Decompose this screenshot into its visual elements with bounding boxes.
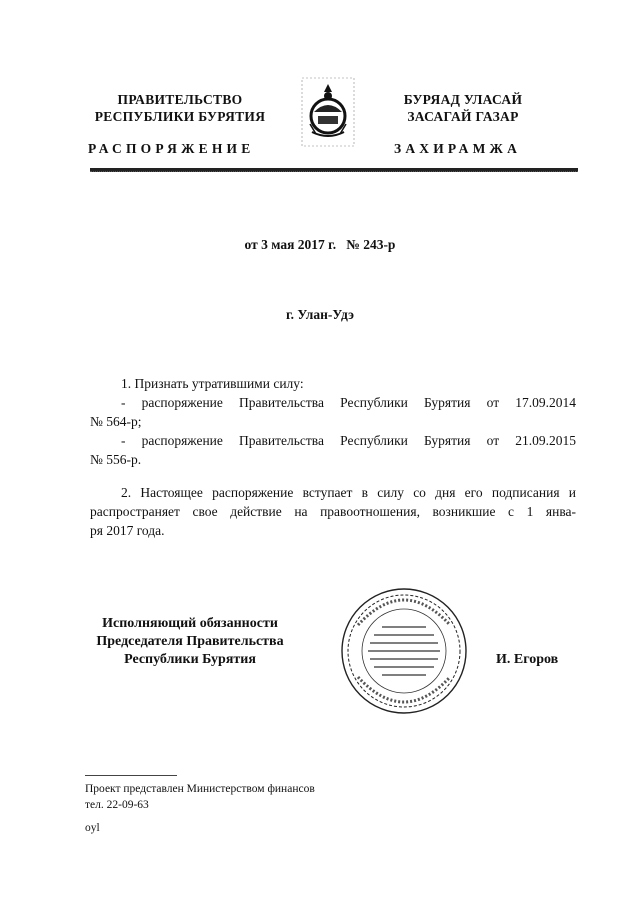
document-body <box>90 374 576 540</box>
footer-prepared-by: Проект представлен Министерством финансов <box>85 783 315 795</box>
p2-line1: 2. Настоящее распоряжение вступает в силу со дня его подписания и <box>121 485 576 500</box>
city: г. Улан-Удэ <box>286 307 354 322</box>
footer-phone: тел. 22-09-63 <box>85 799 149 811</box>
org-name-ru-line1: ПРАВИТЕЛЬСТВО <box>117 92 243 107</box>
footer-divider <box>85 775 177 776</box>
signatory-role-line1: Исполняющий обязанности <box>102 616 278 631</box>
p2-line2: распространяет свое действие на правоотношения, возникшие с 1 янва- <box>90 504 576 519</box>
header-divider <box>90 168 578 172</box>
org-name-ru-line2: РЕСПУБЛИКИ БУРЯТИЯ <box>94 109 266 124</box>
signatory-role-line3: Республики Бурятия <box>124 652 256 667</box>
signatory-role <box>80 615 300 669</box>
seal-stamp-icon <box>338 585 470 717</box>
org-name-bua-line2: ЗАСАГАЙ ГАЗАР <box>407 109 519 124</box>
p1-intro: 1. Признать утратившими силу: <box>121 376 304 391</box>
p1-item1-line1: - распоряжение Правительства Республики Бурятия от 17.09.2014 <box>121 395 576 410</box>
p2-line3: ря 2017 года. <box>90 523 165 538</box>
org-name-bua-line1: БУРЯАД УЛАСАЙ <box>403 92 523 107</box>
p1-item2-line1: - распоряжение Правительства Республики Бурятия от 21.09.2015 <box>121 433 576 448</box>
date-number: от 3 мая 2017 г. № 243-р <box>244 237 396 252</box>
doc-type-ru: РАСПОРЯЖЕНИЕ <box>88 141 255 156</box>
p1-item1-line2: № 564-р; <box>90 414 142 429</box>
doc-type-bua: ЗАХИРАМЖА <box>394 141 522 156</box>
footer-code: oyl <box>85 822 100 834</box>
p1-item2-line2: № 556-р. <box>90 452 142 467</box>
signatory-name: И. Егоров <box>496 652 559 667</box>
org-name-bua <box>378 91 548 125</box>
signatory-role-line2: Председателя Правительства <box>96 634 284 649</box>
emblem-icon <box>296 76 360 148</box>
org-name-ru <box>80 91 280 125</box>
